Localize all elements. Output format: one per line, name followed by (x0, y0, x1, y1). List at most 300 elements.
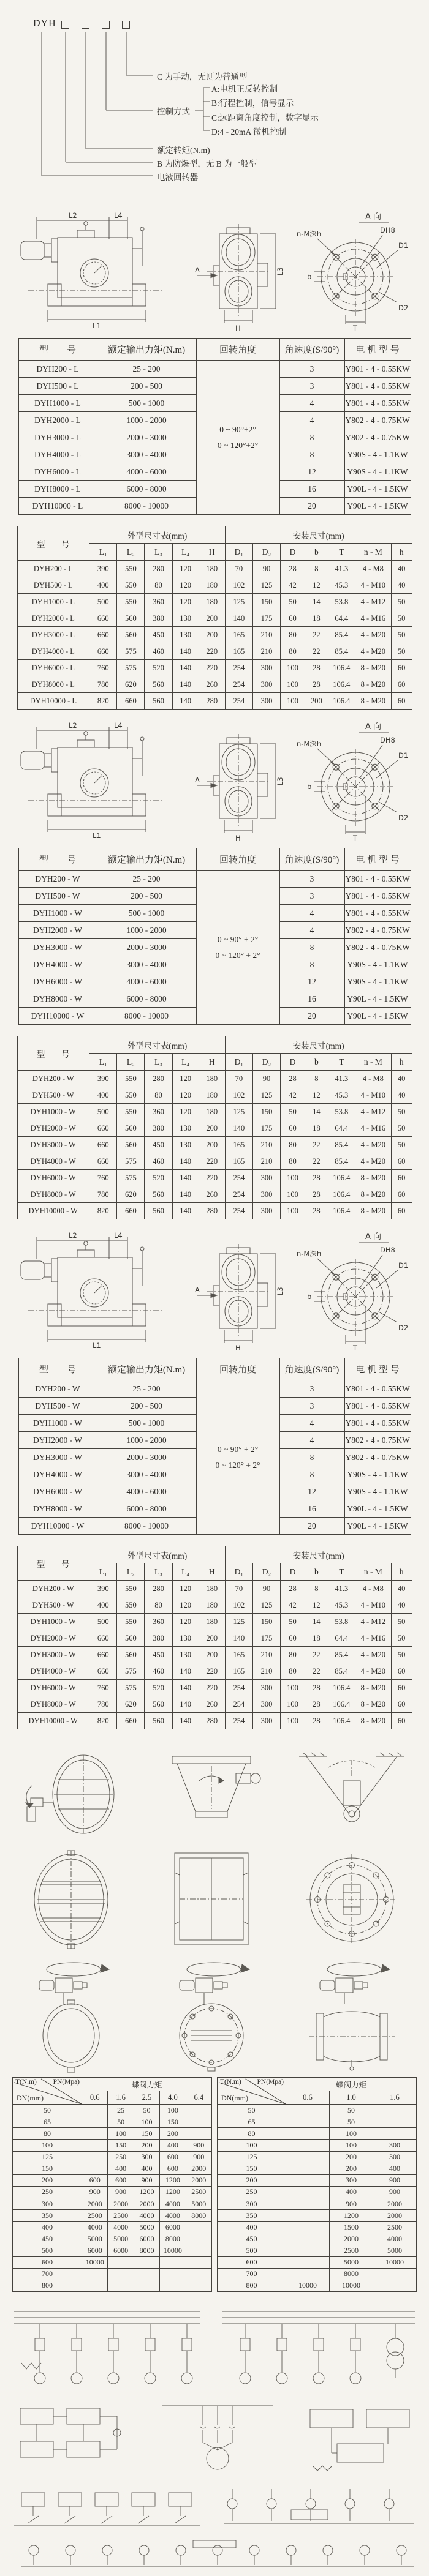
torque-value-cell: 6000 (82, 2245, 108, 2256)
torque-value-cell (286, 2163, 329, 2174)
torque-value-cell: 600 (160, 2163, 186, 2174)
bolt-pattern-label: n-M深h (297, 1249, 322, 1258)
dimension-cell: 140 (172, 1696, 199, 1713)
dim-label-l1: L1 (93, 831, 101, 840)
dimension-cell: 220 (199, 660, 225, 676)
dimension-cell: 140 (172, 1186, 199, 1203)
model-prefix: DYH (33, 18, 56, 29)
dimension-cell: 28 (305, 1170, 328, 1186)
dimension-cell: 50 (391, 627, 412, 643)
speed-cell: 3 (279, 378, 344, 395)
dimension-cell: 50 (391, 610, 412, 627)
dimension-cell: 4 - M12 (355, 1614, 391, 1630)
dimension-cell: 80 (145, 577, 172, 594)
dimension-cell: 760 (89, 1170, 117, 1186)
table-row (217, 2256, 416, 2268)
dn-cell: 350 (12, 2210, 82, 2222)
speed-cell: 20 (279, 1008, 344, 1025)
model-cell: DYH4000 - L (17, 643, 89, 660)
torque-value-cell: 200 (160, 2128, 186, 2140)
wiring-diagram-motor (150, 2397, 285, 2477)
model-cell: DYH3000 - L (18, 429, 97, 446)
dimension-cell: 130 (172, 1630, 199, 1647)
torque-value-cell: 6000 (160, 2222, 186, 2233)
model-cell: DYH500 - L (18, 378, 97, 395)
dim-label-t: T (353, 324, 358, 332)
torque-value-cell: 10000 (160, 2245, 186, 2256)
torque-value-cell: 2500 (82, 2210, 108, 2222)
table-row (17, 1630, 412, 1647)
dimension-cell: 150 (252, 1104, 280, 1120)
dimension-cell: 280 (199, 693, 225, 710)
figure-row-butterfly-valves (4, 1953, 425, 2073)
dimension-cell: 140 (172, 643, 199, 660)
dimension-cell: 140 (225, 1630, 252, 1647)
corner-header (12, 2078, 82, 2105)
bore-label-dh8: DH8 (380, 1246, 395, 1254)
dimension-cell: 45.3 (328, 1597, 355, 1614)
torque-value-cell: 50 (108, 2116, 134, 2128)
table-row (17, 1647, 412, 1663)
dn-cell: 65 (12, 2116, 82, 2128)
column-header: L₄ (172, 1563, 199, 1581)
torque-value-cell (186, 2222, 211, 2233)
table-row (12, 2163, 211, 2174)
dimension-cell: 210 (252, 643, 280, 660)
wiring-diagram-main-circuit (9, 2304, 205, 2390)
model-cell: DYH1000 - W (17, 1104, 89, 1120)
torque-value-cell (186, 2256, 211, 2268)
dimension-cell: 80 (281, 627, 305, 643)
dn-cell: 600 (217, 2256, 286, 2268)
column-header: 角速度(S/90°) (279, 339, 344, 361)
torque-value-cell: 2000 (329, 2233, 373, 2245)
torque-value-cell: 2000 (186, 2174, 211, 2186)
motor-cell: Y802 - 4 - 0.75KW (344, 1432, 411, 1449)
torque-value-cell: 100 (329, 2140, 373, 2151)
dimension-cell: 760 (89, 1680, 117, 1696)
torque-value-cell: 8000 (134, 2245, 159, 2256)
dimension-cell: 550 (117, 594, 145, 610)
model-cell: DYH200 - L (18, 361, 97, 378)
column-header: D₂ (252, 1563, 280, 1581)
dimension-cell: 70 (225, 561, 252, 577)
column-header: L₂ (117, 544, 145, 561)
torque-value-cell (134, 2268, 159, 2280)
dimension-cell: 60 (281, 1120, 305, 1137)
dn-cell: 100 (217, 2140, 286, 2151)
dimension-cell: 60 (391, 693, 412, 710)
dimension-cell: 22 (305, 1647, 328, 1663)
rotation-line: 0 ~ 120°+2° (217, 440, 259, 450)
corner-dn-label: DN(mm) (221, 2094, 248, 2102)
dimension-cell: 200 (199, 1630, 225, 1647)
table-row (17, 660, 412, 676)
output-torque-cell: 500 - 1000 (97, 905, 196, 922)
dimension-cell: 120 (172, 1581, 199, 1597)
dimension-cell: 40 (391, 1581, 412, 1597)
output-torque-cell: 200 - 500 (97, 378, 196, 395)
speed-cell: 3 (279, 1398, 344, 1415)
column-header: 额定输出力矩(N.m) (97, 339, 196, 361)
dimension-cell: 140 (172, 1203, 199, 1219)
dimension-cell: 4 - M10 (355, 1597, 391, 1614)
dn-cell: 250 (217, 2186, 286, 2198)
dimension-cell: 28 (305, 660, 328, 676)
dimension-cell: 130 (172, 1647, 199, 1663)
dimension-cell: 60 (391, 1713, 412, 1729)
dimension-cell: 260 (199, 676, 225, 693)
dimension-cell: 106.4 (328, 693, 355, 710)
torque-value-cell: 400 (108, 2163, 134, 2174)
table-row (17, 643, 412, 660)
torque-value-cell (286, 2268, 329, 2280)
column-header: 额定输出力矩(N.m) (97, 848, 196, 871)
dim-label-d1: D1 (398, 751, 409, 760)
dimension-cell: 85.4 (328, 643, 355, 660)
model-cell: DYH8000 - L (18, 481, 97, 498)
actuator-three-view-drawing (12, 1230, 417, 1352)
dimension-cell: 150 (252, 1614, 280, 1630)
dimension-cell: 520 (145, 1170, 172, 1186)
dimension-cell: 210 (252, 1647, 280, 1663)
dimension-cell: 140 (172, 676, 199, 693)
dimension-cell: 41.3 (328, 1581, 355, 1597)
spec-table-l (18, 338, 411, 515)
dim-label-b: b (307, 782, 312, 791)
dimension-cell: 28 (305, 1186, 328, 1203)
speed-cell: 3 (279, 888, 344, 905)
dimension-cell: 130 (172, 1137, 199, 1153)
dimension-cell: 100 (281, 1170, 305, 1186)
dimension-cell: 820 (89, 1203, 117, 1219)
dimension-cell: 140 (225, 610, 252, 627)
model-cell: DYH2000 - L (17, 610, 89, 627)
torque-value-cell: 400 (160, 2140, 186, 2151)
dimension-cell: 85.4 (328, 1663, 355, 1680)
motor-cell: Y802 - 4 - 0.75KW (344, 1449, 411, 1466)
model-cell: DYH2000 - W (17, 1120, 89, 1137)
dimension-cell: 820 (89, 1713, 117, 1729)
wiring-diagram-control-circuit (218, 2304, 420, 2390)
model-cell: DYH500 - W (18, 1398, 97, 1415)
torque-value-cell (186, 2105, 211, 2116)
dimension-cell: 120 (172, 577, 199, 594)
torque-value-cell: 900 (82, 2186, 108, 2198)
column-header: n - M (355, 1054, 391, 1071)
rotation-angle-cell (196, 871, 279, 1025)
model-cell: DYH8000 - W (18, 1500, 97, 1518)
model-cell: DYH10000 - L (18, 498, 97, 515)
motor-cell: Y802 - 4 - 0.75KW (344, 429, 411, 446)
dimension-cell: 140 (172, 1713, 199, 1729)
output-torque-cell: 25 - 200 (97, 361, 196, 378)
dimension-cell: 106.4 (328, 1203, 355, 1219)
dn-cell: 500 (12, 2245, 82, 2256)
dimension-cell: 120 (172, 1614, 199, 1630)
dimension-cell: 125 (252, 577, 280, 594)
dimension-cell: 280 (145, 1581, 172, 1597)
dimension-cell: 180 (199, 1071, 225, 1087)
spec-table-w2 (18, 1358, 411, 1535)
column-header: 电 机 型 号 (344, 1358, 411, 1380)
dn-cell: 200 (12, 2174, 82, 2186)
torque-value-cell (186, 2245, 211, 2256)
torque-value-cell: 400 (373, 2163, 416, 2174)
dimension-cell: 180 (199, 561, 225, 577)
dimension-cell: 165 (225, 1137, 252, 1153)
output-torque-cell: 3000 - 4000 (97, 956, 196, 973)
column-header: h (391, 1563, 412, 1581)
model-column-header: 型 号 (17, 1546, 89, 1581)
dimension-cell: 50 (391, 1120, 412, 1137)
column-header: 型 号 (18, 848, 97, 871)
control-option-c: C:远距离角度控制，数字显示 (211, 113, 319, 122)
table-row (217, 2210, 416, 2222)
column-header: D₂ (252, 544, 280, 561)
table-row (12, 2268, 211, 2280)
column-header: D₁ (225, 1054, 252, 1071)
torque-value-cell: 150 (134, 2128, 159, 2140)
table-row (17, 1203, 412, 1219)
torque-value-cell (160, 2268, 186, 2280)
output-torque-cell: 4000 - 6000 (97, 1483, 196, 1500)
dimension-cell: 450 (145, 1647, 172, 1663)
dimension-cell: 64.4 (328, 1120, 355, 1137)
dimension-cell: 120 (172, 561, 199, 577)
dimension-cell: 120 (172, 1071, 199, 1087)
dimension-cell: 53.8 (328, 594, 355, 610)
speed-cell: 3 (279, 1380, 344, 1398)
table-header-row (18, 1358, 411, 1380)
speed-cell: 12 (279, 973, 344, 990)
torque-value-cell: 6000 (108, 2245, 134, 2256)
wiring-diagram-relay-row (9, 2483, 205, 2532)
table-row (12, 2245, 211, 2256)
model-cell: DYH3000 - L (17, 627, 89, 643)
dimension-cell: 175 (252, 1630, 280, 1647)
dn-cell: 450 (12, 2233, 82, 2245)
dimension-cell: 380 (145, 1630, 172, 1647)
motor-cell: Y90L - 4 - 1.5KW (344, 498, 411, 515)
torque-value-cell: 2000 (373, 2198, 416, 2210)
dimension-cell: 22 (305, 627, 328, 643)
dimension-cell: 254 (225, 660, 252, 676)
dimension-cell: 360 (145, 1614, 172, 1630)
dimension-cell: 106.4 (328, 660, 355, 676)
torque-value-cell: 300 (373, 2151, 416, 2163)
torque-value-cell: 5000 (373, 2245, 416, 2256)
column-header: 角速度(S/90°) (279, 1358, 344, 1380)
dimension-cell: 575 (117, 643, 145, 660)
dimension-cell: 560 (145, 1186, 172, 1203)
column-header: 电 机 型 号 (344, 848, 411, 871)
column-header: L₂ (117, 1563, 145, 1581)
dimension-cell: 22 (305, 643, 328, 660)
speed-cell: 16 (279, 1500, 344, 1518)
speed-cell: 4 (279, 1432, 344, 1449)
motor-cell: Y801 - 4 - 0.55KW (344, 361, 411, 378)
dimension-cell: 180 (199, 1614, 225, 1630)
dimension-cell: 18 (305, 1120, 328, 1137)
table-row (217, 2163, 416, 2174)
dimension-cell: 175 (252, 1120, 280, 1137)
column-header: L₁ (89, 544, 117, 561)
dimension-cell: 4 - M20 (355, 1137, 391, 1153)
dim-label-l3: L3 (276, 267, 284, 275)
motor-cell: Y90S - 4 - 1.1KW (344, 973, 411, 990)
table-row (18, 361, 411, 378)
dimension-cell: 45.3 (328, 577, 355, 594)
group-header-mounting: 安装尺寸(mm) (225, 1546, 412, 1563)
dimension-cell: 200 (199, 610, 225, 627)
column-header: L₁ (89, 1563, 117, 1581)
torque-value-cell (286, 2116, 329, 2128)
dimension-cell: 4 - M16 (355, 610, 391, 627)
torque-value-cell: 100 (329, 2128, 373, 2140)
table-row (17, 676, 412, 693)
dimension-cell: 660 (117, 1713, 145, 1729)
torque-value-cell: 2500 (373, 2222, 416, 2233)
torque-value-cell: 2000 (186, 2163, 211, 2174)
column-header: L₂ (117, 1054, 145, 1071)
torque-tables (0, 2077, 429, 2291)
dimension-cell: 450 (145, 627, 172, 643)
torque-value-cell: 150 (160, 2116, 186, 2128)
column-header: L₄ (172, 1054, 199, 1071)
dn-cell: 400 (12, 2222, 82, 2233)
torque-value-cell (373, 2268, 416, 2280)
motor-cell: Y90L - 4 - 1.5KW (344, 481, 411, 498)
dimension-cell: 220 (199, 643, 225, 660)
dimension-cell: 550 (117, 1597, 145, 1614)
motor-cell: Y90L - 4 - 1.5KW (344, 1518, 411, 1535)
model-cell: DYH4000 - W (17, 1153, 89, 1170)
model-cell: DYH6000 - W (18, 973, 97, 990)
model-cell: DYH10000 - L (17, 693, 89, 710)
column-header: 角速度(S/90°) (279, 848, 344, 871)
dimension-cell: 450 (145, 1137, 172, 1153)
dimension-cell: 560 (117, 1630, 145, 1647)
dimension-cell: 4 - M20 (355, 643, 391, 660)
model-cell: DYH200 - W (17, 1071, 89, 1087)
dimension-cell: 180 (199, 1597, 225, 1614)
table-row (17, 1696, 412, 1713)
pn-column-header: 2.5 (134, 2091, 159, 2105)
dn-cell: 250 (12, 2186, 82, 2198)
motor-cell: Y90S - 4 - 1.1KW (344, 1483, 411, 1500)
torque-value-cell (286, 2140, 329, 2151)
torque-value-cell: 1200 (160, 2174, 186, 2186)
dim-label-l3: L3 (276, 777, 284, 785)
motor-cell: Y90L - 4 - 1.5KW (344, 1008, 411, 1025)
dimension-cell: 300 (252, 676, 280, 693)
table-row (12, 2198, 211, 2210)
table-row (217, 2128, 416, 2140)
table-row (12, 2151, 211, 2163)
dimension-cell: 41.3 (328, 561, 355, 577)
dimension-cell: 60 (391, 1170, 412, 1186)
speed-cell: 4 (279, 905, 344, 922)
a-view-label: A 向 (365, 212, 382, 222)
table-header-row (17, 1546, 412, 1563)
dimension-cell: 120 (172, 1104, 199, 1120)
torque-value-cell: 900 (373, 2174, 416, 2186)
pn-column-header: 1.6 (108, 2091, 134, 2105)
dimension-table-w1 (17, 1036, 412, 1219)
torque-value-cell: 900 (373, 2186, 416, 2198)
table-header-row (17, 1036, 412, 1054)
dimension-cell: 8 - M20 (355, 1170, 391, 1186)
dimension-cell: 660 (117, 693, 145, 710)
dimension-cell: 8 - M20 (355, 1203, 391, 1219)
designation-label-explosion: B 为防爆型，无 B 为一般型 (157, 159, 257, 168)
actuator-three-view-drawing (12, 721, 417, 842)
dimension-cell: 8 (305, 1581, 328, 1597)
torque-value-cell: 4000 (160, 2198, 186, 2210)
dimension-cell: 140 (172, 1153, 199, 1170)
model-cell: DYH1000 - L (18, 395, 97, 412)
group-header-mounting: 安装尺寸(mm) (225, 526, 412, 544)
pn-column-header: 1.6 (373, 2091, 416, 2105)
model-cell: DYH4000 - W (18, 956, 97, 973)
torque-value-cell: 4000 (108, 2222, 134, 2233)
dimension-cell: 100 (281, 660, 305, 676)
dim-label-h: H (235, 324, 241, 332)
dimension-cell: 300 (252, 693, 280, 710)
dimension-cell: 70 (225, 1581, 252, 1597)
torque-span-header: 蝶阀力矩 (286, 2078, 416, 2091)
torque-value-cell (134, 2280, 159, 2291)
torque-value-cell: 5000 (134, 2222, 159, 2233)
torque-value-cell: 200 (329, 2163, 373, 2174)
dimension-cell: 575 (117, 1680, 145, 1696)
model-cell: DYH3000 - W (17, 1137, 89, 1153)
dimension-cell: 125 (225, 594, 252, 610)
group-header-outline: 外型尺寸表(mm) (89, 1036, 226, 1054)
model-cell: DYH500 - W (18, 888, 97, 905)
dimension-cell: 40 (391, 1071, 412, 1087)
speed-cell: 3 (279, 361, 344, 378)
dimension-cell: 85.4 (328, 1647, 355, 1663)
dimension-cell: 280 (199, 1203, 225, 1219)
model-cell: DYH6000 - W (17, 1170, 89, 1186)
model-cell: DYH2000 - W (18, 922, 97, 939)
wiring-diagram-signal-unit (300, 2397, 420, 2474)
output-torque-cell: 2000 - 3000 (97, 429, 196, 446)
torque-span-header: 蝶阀力矩 (82, 2078, 212, 2091)
column-header: H (199, 544, 225, 561)
dimension-cell: 28 (305, 1696, 328, 1713)
torque-value-cell: 10000 (82, 2256, 108, 2268)
output-torque-cell: 1000 - 2000 (97, 922, 196, 939)
dimension-table-w2 (17, 1546, 412, 1729)
torque-value-cell: 900 (108, 2186, 134, 2198)
dimension-cell: 140 (172, 1663, 199, 1680)
dimension-cell: 60 (281, 610, 305, 627)
torque-value-cell: 8000 (329, 2268, 373, 2280)
model-cell: DYH4000 - W (17, 1663, 89, 1680)
speed-cell: 4 (279, 395, 344, 412)
speed-cell: 4 (279, 1415, 344, 1432)
table-row (12, 2140, 211, 2151)
dimension-cell: 100 (281, 1203, 305, 1219)
table-row (217, 2222, 416, 2233)
dimension-cell: 50 (391, 1137, 412, 1153)
figure-oval-damper-actuator (10, 1743, 139, 1846)
column-header: L₃ (145, 1563, 172, 1581)
dimension-cell: 100 (281, 1696, 305, 1713)
